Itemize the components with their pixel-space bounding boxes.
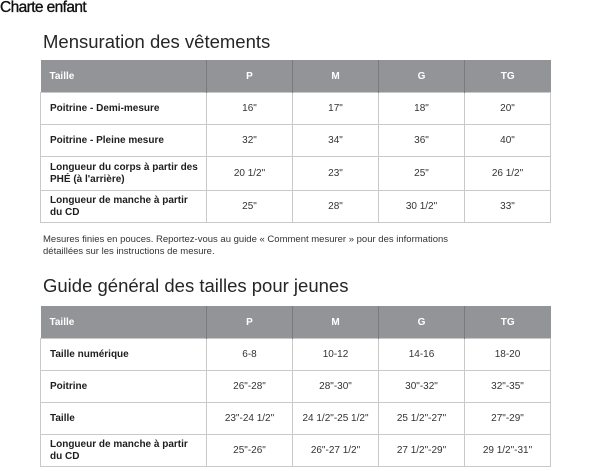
row-label: Longueur du corps à partir des PHÉ (à l'arrière) bbox=[41, 157, 207, 191]
cell-value: 27 1/2"-29" bbox=[379, 435, 465, 467]
garment-measurements-title: Mensuration des vêtements bbox=[43, 31, 271, 52]
column-header-m: M bbox=[293, 60, 379, 93]
row-label: Taille numérique bbox=[41, 339, 207, 371]
row-label: Taille bbox=[41, 403, 207, 435]
table-row bbox=[41, 93, 551, 125]
cell-value: 6-8 bbox=[207, 339, 293, 371]
cell-value: 14-16 bbox=[379, 339, 465, 371]
cell-value: 34" bbox=[293, 125, 379, 157]
cell-value: 27"-29" bbox=[465, 403, 551, 435]
column-header-tg: TG bbox=[465, 306, 551, 339]
table-row bbox=[41, 157, 551, 191]
cell-value: 25" bbox=[379, 157, 465, 191]
cell-value: 25"-26" bbox=[207, 435, 293, 467]
measurement-note: Mesures finies en pouces. Reportez-vous au guide « Comment mesurer » pour des informations détaillées sur les instructions de mesure. bbox=[43, 234, 449, 257]
cell-value: 25" bbox=[207, 191, 293, 223]
column-header-tg: TG bbox=[465, 60, 551, 93]
cell-value: 20 1/2" bbox=[207, 157, 293, 191]
youth-size-guide-table bbox=[40, 306, 551, 467]
cell-value: 18-20 bbox=[465, 339, 551, 371]
table-row bbox=[41, 371, 551, 403]
table-header-row bbox=[41, 306, 551, 339]
cell-value: 26 1/2" bbox=[465, 157, 551, 191]
row-label: Poitrine - Demi-mesure bbox=[41, 93, 207, 125]
column-header-p: P bbox=[207, 306, 293, 339]
table-row bbox=[41, 435, 551, 467]
cell-value: 32"-35" bbox=[465, 371, 551, 403]
table-row bbox=[41, 191, 551, 223]
row-label: Poitrine - Pleine mesure bbox=[41, 125, 207, 157]
cell-value: 26"-27 1/2" bbox=[293, 435, 379, 467]
column-header-g: G bbox=[379, 60, 465, 93]
cell-value: 23" bbox=[293, 157, 379, 191]
cell-value: 16" bbox=[207, 93, 293, 125]
cell-value: 20" bbox=[465, 93, 551, 125]
column-header-g: G bbox=[379, 306, 465, 339]
table-header-row bbox=[41, 60, 551, 93]
cell-value: 25 1/2"-27" bbox=[379, 403, 465, 435]
cell-value: 17" bbox=[293, 93, 379, 125]
column-header-p: P bbox=[207, 60, 293, 93]
cell-value: 30 1/2" bbox=[379, 191, 465, 223]
cell-value: 18" bbox=[379, 93, 465, 125]
table-row bbox=[41, 125, 551, 157]
cell-value: 29 1/2"-31" bbox=[465, 435, 551, 467]
cell-value: 26"-28" bbox=[207, 371, 293, 403]
cell-value: 24 1/2"-25 1/2" bbox=[293, 403, 379, 435]
cell-value: 30"-32" bbox=[379, 371, 465, 403]
table-row bbox=[41, 339, 551, 371]
garment-measurements-table bbox=[40, 60, 551, 223]
table-row bbox=[41, 403, 551, 435]
cell-value: 40" bbox=[465, 125, 551, 157]
cell-value: 23"-24 1/2" bbox=[207, 403, 293, 435]
cell-value: 32" bbox=[207, 125, 293, 157]
cell-value: 28" bbox=[293, 191, 379, 223]
row-label: Longueur de manche à partir du CD bbox=[41, 435, 207, 467]
cell-value: 28"-30" bbox=[293, 371, 379, 403]
youth-size-guide-title: Guide général des tailles pour jeunes bbox=[43, 275, 349, 296]
column-header-m: M bbox=[293, 306, 379, 339]
page-title: Charte enfant bbox=[0, 0, 87, 16]
column-header-size: Taille bbox=[41, 60, 207, 93]
row-label: Poitrine bbox=[41, 371, 207, 403]
cell-value: 10-12 bbox=[293, 339, 379, 371]
column-header-size: Taille bbox=[41, 306, 207, 339]
cell-value: 36" bbox=[379, 125, 465, 157]
cell-value: 33" bbox=[465, 191, 551, 223]
row-label: Longueur de manche à partir du CD bbox=[41, 191, 207, 223]
